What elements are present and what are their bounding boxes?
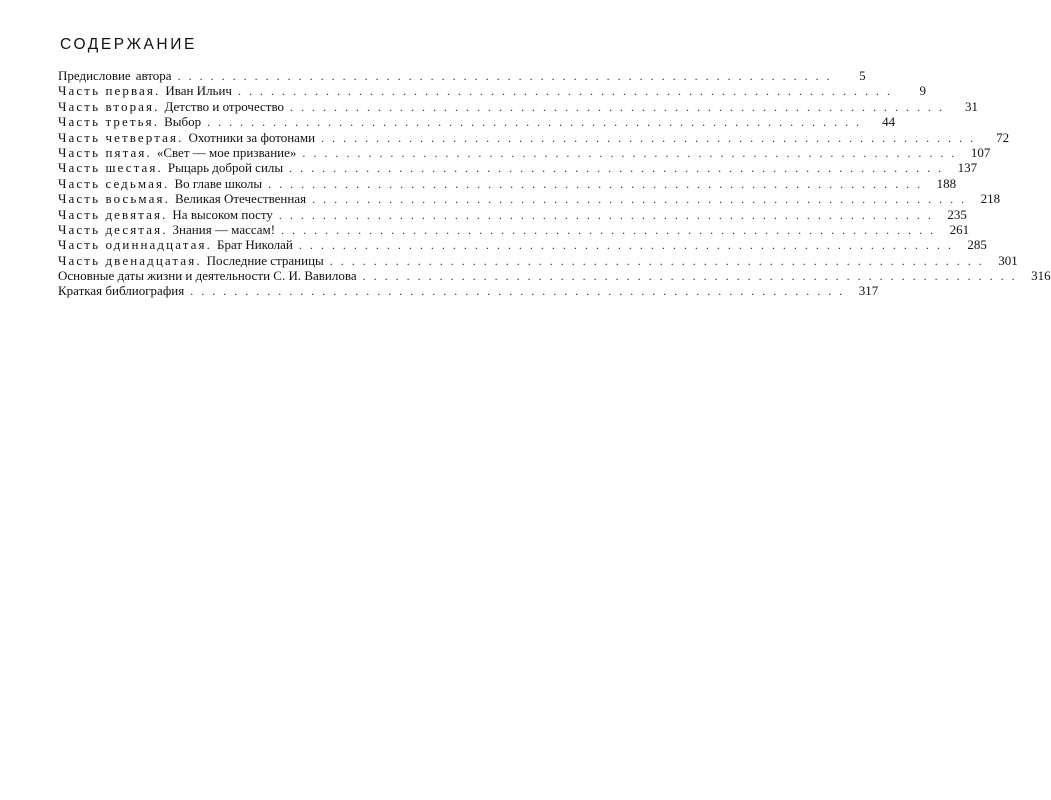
toc-entry: [58, 129, 1010, 145]
toc-entry-text: [58, 83, 232, 98]
dot-leader: ............................................................: [298, 238, 959, 253]
toc-entry-title: Рыцарь доброй силы: [167, 160, 284, 176]
page-number: 9: [919, 83, 926, 99]
toc-entry-title: Знания — массам!: [172, 221, 276, 237]
dot-leader: ............................................................: [289, 161, 950, 176]
toc-entry: [58, 98, 979, 114]
toc-entry-label: Часть шестая.: [58, 160, 163, 176]
toc-entry: [58, 144, 991, 160]
toc-entry-title: Брат Николай: [216, 237, 293, 253]
dot-leader: ............................................................: [207, 115, 868, 130]
toc-entry: [58, 175, 957, 191]
toc-entry-text: [58, 207, 273, 222]
page-number: 218: [980, 191, 1001, 207]
page-number: 235: [947, 206, 967, 222]
toc-entry-text: [58, 130, 315, 145]
page-number: 72: [996, 129, 1010, 145]
dot-leader: ............................................................: [321, 130, 982, 145]
toc-entry-label: Часть пятая.: [58, 144, 152, 160]
toc-entry-label: Часть седьмая.: [58, 175, 170, 191]
toc-entry-title: На высоком посту: [172, 206, 273, 222]
toc-entry: [58, 191, 1001, 207]
toc-entry-text: [58, 191, 306, 206]
toc-entry-label: Предисловие: [58, 68, 131, 83]
page-number: 31: [965, 98, 979, 114]
toc-entry-label: Часть вторая.: [58, 98, 160, 114]
toc-entry: [58, 83, 926, 99]
toc-entry-text: [58, 253, 324, 268]
dot-leader: ............................................................: [281, 222, 942, 237]
page-number: 285: [967, 237, 987, 253]
toc-entry-text: [58, 222, 275, 237]
toc-entry-text: [58, 99, 284, 114]
toc-entry-label: Часть десятая.: [58, 221, 168, 237]
toc-entry-title: Охотники за фотонами: [188, 129, 316, 145]
toc-entry-label: Часть четвертая.: [58, 129, 184, 145]
toc-entry-text: [58, 237, 293, 252]
table-of-contents: [58, 68, 1051, 299]
dot-leader: ............................................................: [312, 192, 973, 207]
toc-entry: [58, 68, 866, 83]
dot-leader: ............................................................: [190, 284, 851, 299]
toc-entry-title: «Свет — мое призвание»: [156, 144, 297, 160]
page-number: 5: [859, 68, 866, 83]
page-number: 107: [970, 144, 991, 160]
toc-entry-text: [58, 268, 357, 283]
dot-leader: ............................................................: [268, 176, 929, 191]
toc-entry-label: Часть девятая.: [58, 206, 168, 222]
toc-entry-title: Детство и отрочество: [164, 98, 285, 114]
toc-entry-title: Иван Ильич: [165, 83, 232, 99]
page-number: 316: [1031, 268, 1051, 284]
toc-entry-title: Великая Отечественная: [174, 191, 307, 207]
dot-leader: ............................................................: [302, 145, 963, 160]
dot-leader: ............................................................: [177, 69, 838, 83]
toc-entry: [58, 283, 879, 299]
page-number: 261: [949, 221, 970, 237]
toc-entry-title: Выбор: [164, 114, 202, 130]
toc-entry-label: Часть первая.: [58, 83, 161, 99]
toc-entry-label: Часть двенадцатая.: [58, 252, 202, 268]
toc-entry: [58, 160, 978, 176]
dot-leader: ............................................................: [362, 269, 1023, 284]
dot-leader: ............................................................: [278, 207, 939, 222]
toc-entry-title: Во главе школы: [174, 175, 263, 191]
toc-entry: [58, 114, 896, 130]
toc-entry-text: [58, 145, 296, 160]
toc-entry-label: Часть третья.: [58, 114, 160, 130]
toc-entry-title: автора: [135, 68, 172, 83]
toc-entry-label: Часть восьмая.: [58, 191, 170, 207]
toc-entry: [58, 268, 1051, 284]
toc-entry-label: Краткая библиография: [58, 283, 185, 299]
toc-entry-text: [58, 283, 184, 298]
dot-leader: ............................................................: [237, 84, 898, 99]
contents-heading: СОДЕРЖАНИЕ: [60, 36, 197, 53]
dot-leader: ............................................................: [290, 99, 951, 114]
page-number: 188: [936, 175, 957, 191]
toc-entry: [58, 206, 967, 222]
page-number: 137: [957, 160, 978, 176]
page-number: 301: [998, 252, 1018, 268]
toc-entry: [58, 221, 970, 237]
page-number: 44: [882, 114, 896, 130]
toc-entry-text: [58, 160, 283, 175]
page-number: 317: [858, 283, 879, 299]
toc-entry-text: [58, 68, 172, 83]
toc-entry-text: [58, 176, 262, 191]
toc-entry-label: Часть одиннадцатая.: [58, 237, 212, 253]
toc-entry-label: Основные даты жизни и деятельности С. И. Вавилова: [58, 268, 357, 284]
toc-entry-title: Последние страницы: [206, 252, 324, 268]
toc-entry: [58, 237, 987, 253]
toc-entry: [58, 252, 1018, 268]
toc-entry-text: [58, 114, 201, 129]
dot-leader: ............................................................: [329, 253, 990, 268]
